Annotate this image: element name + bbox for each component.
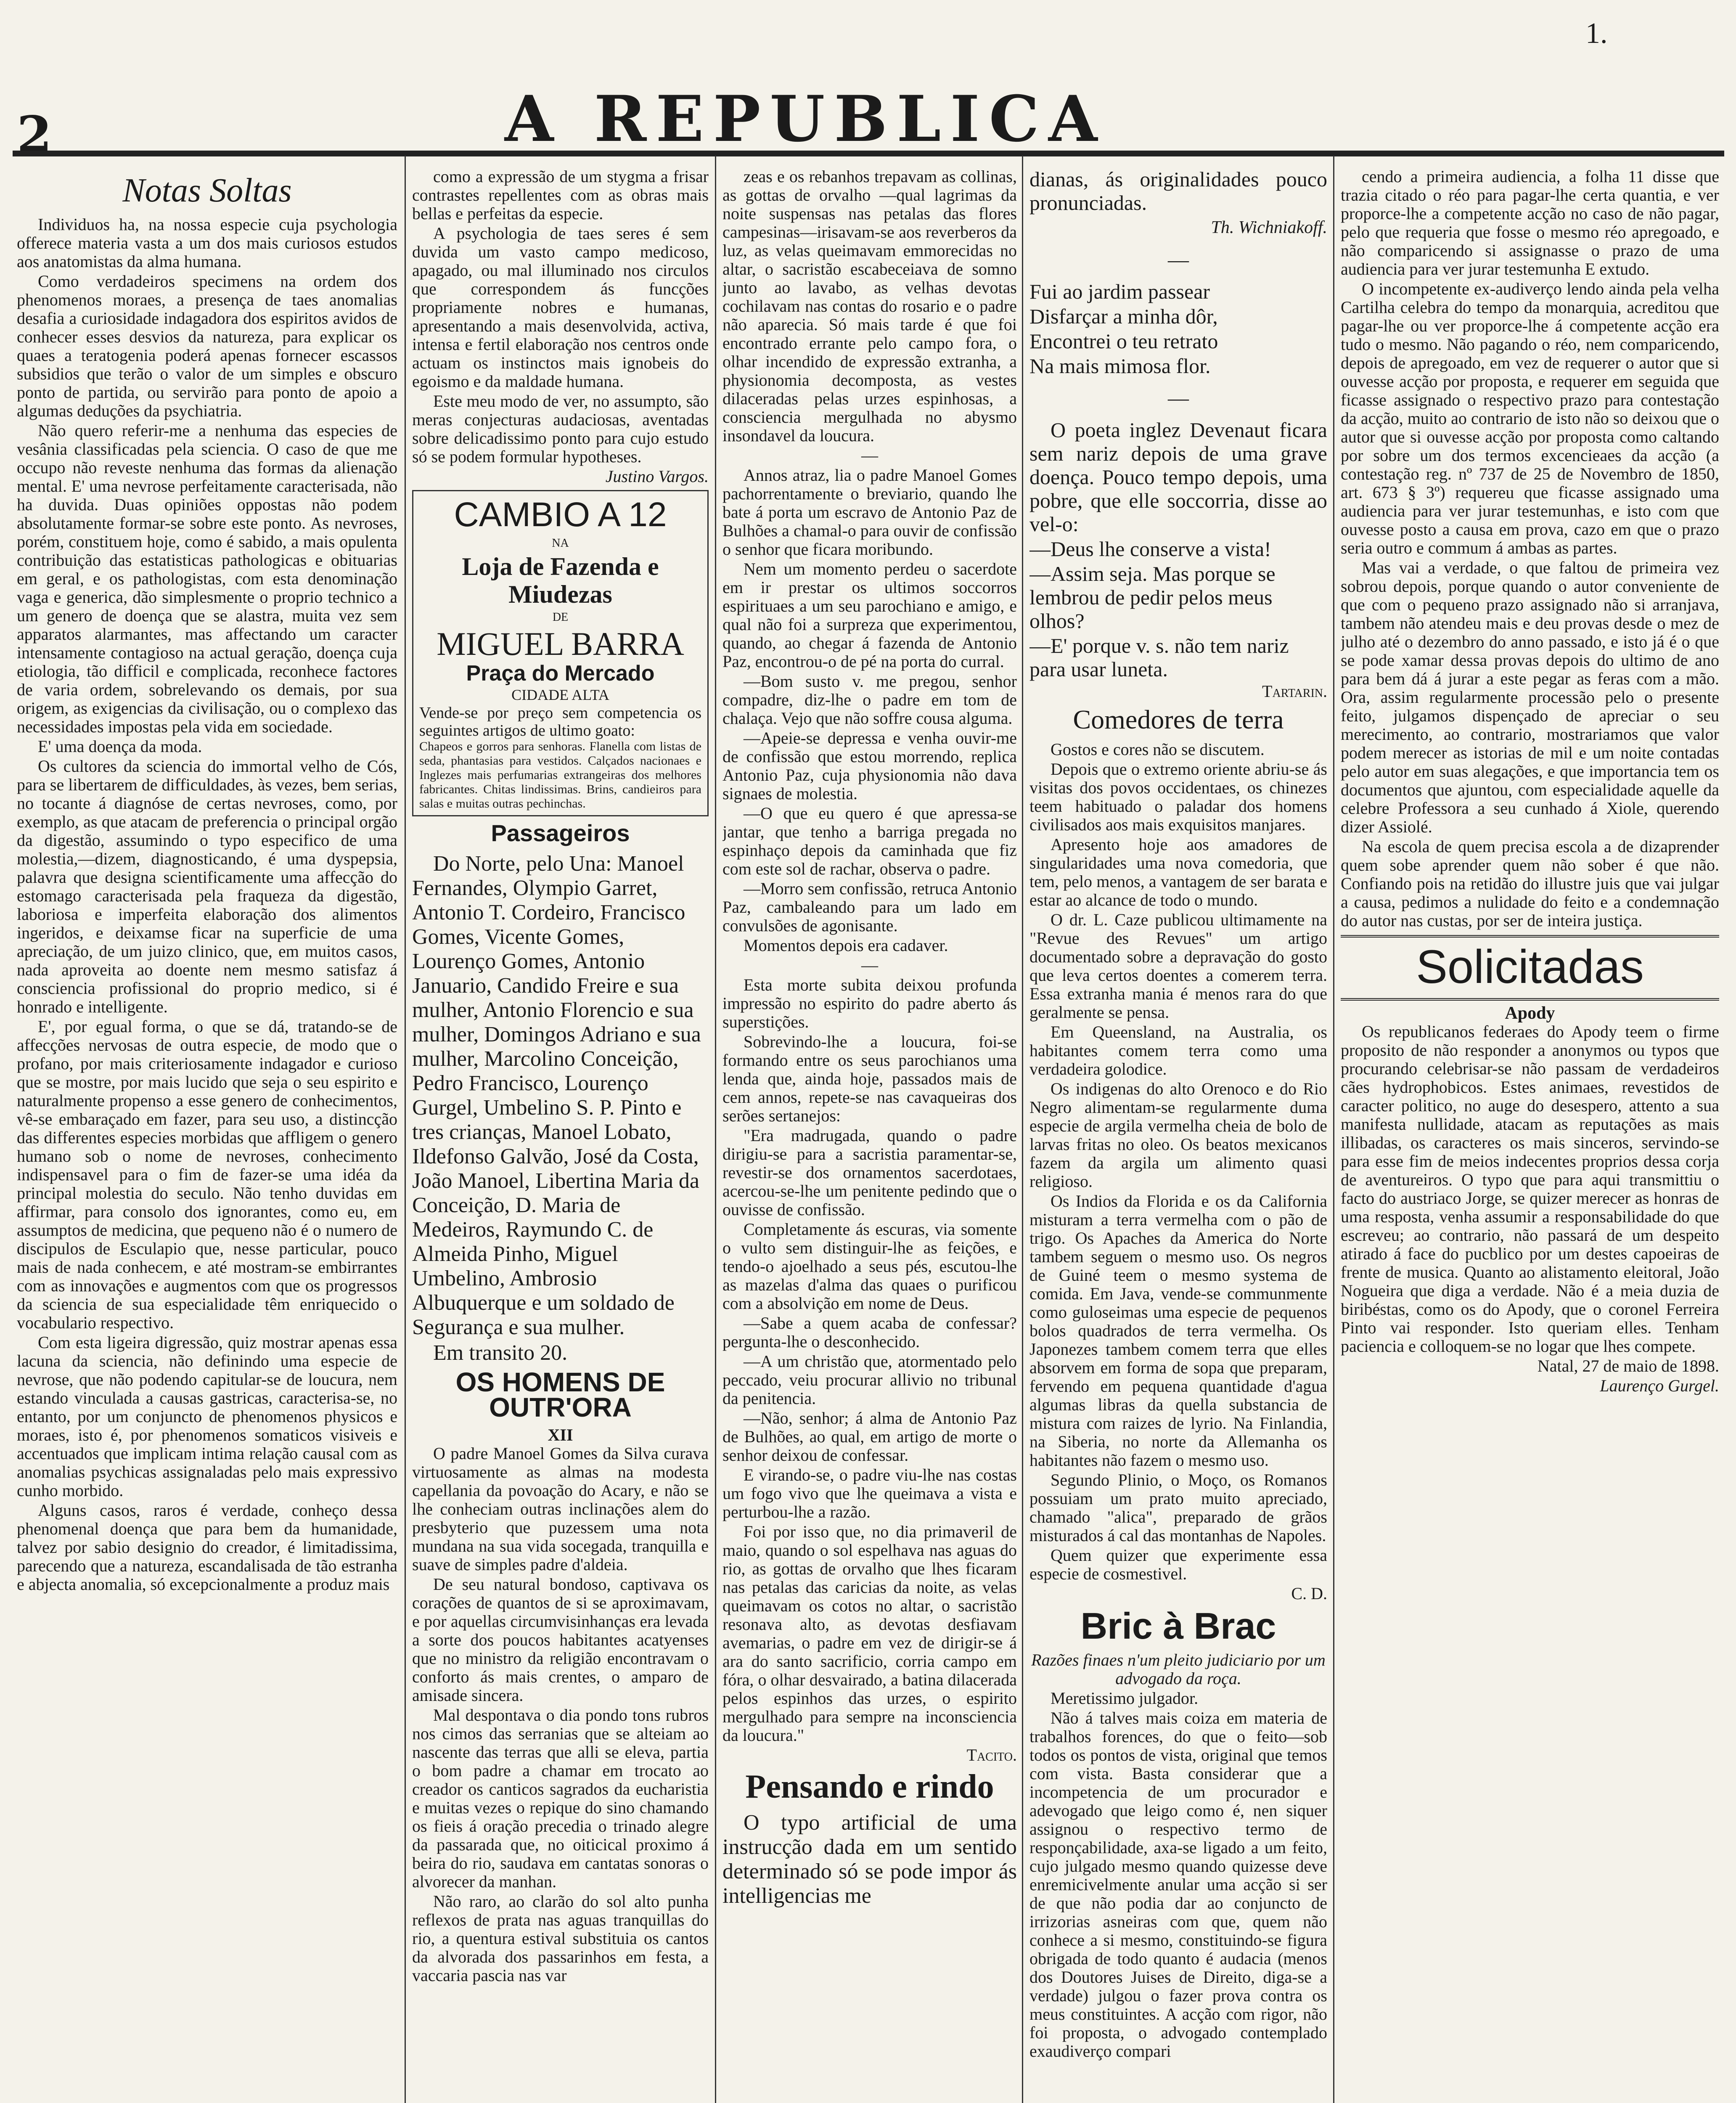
paragraph: Completamente ás escuras, via somente o vulto sem distinguir-lhe as feições, e tendo-o ajoelhado a seus pés, escutou-lhe as mazelas d'alma das quaes o purificou com a absolvição em nome de Deus. — [722, 1220, 1017, 1313]
paragraph: Esta morte subita deixou profunda impressão no espirito do padre aberto ás superstições. — [722, 975, 1017, 1031]
paragraph: O incompetente ex-audiverço lendo ainda pela velha Cartilha celebra do tempo da monarquia, acreditou que pagar-lhe ou ver proporce-lhe á competente acção era tudo o mesmo. Não pagando o réo, nem comparicendo, depois de apregoado, em vez de requerer o autor que si ouvesse acção por proposta, e requerer em seguida que ficasse assignado o respectivo prazo para contestação da acção, muito ao contrario de isto não so deixou que o autor que si ouvesse acção por proposta como caltando por sobre um dos termos excencieaes da acção (a contestação reg. nº 737 de 25 de Novembro de 1850, art. 673 § 3º) requereu que ficasse assignado uma audiencia para ver jurar testemunhas, e isto com que ouvesse posto a causa em prova, cazo em que o prazo seria outro e commum á ambas as partes. — [1341, 279, 1719, 557]
homens-title: OS HOMENS DE OUTR'ORA — [455, 1367, 665, 1422]
paragraph: Annos atraz, lia o padre Manoel Gomes pachorrentamente o breviario, quando lhe bate á porta um escravo de Antonio Paz de Bulhões a chamal-o para ouvir de confissão o senhor que ficara moribundo. — [722, 466, 1017, 559]
column-5 — [1341, 167, 1719, 2103]
anecdote-quote: —E' porque v. s. não tem nariz para usar luneta. — [1029, 634, 1289, 681]
dateline: Natal, 27 de maio de 1898. — [1537, 1356, 1719, 1375]
anecdote-quote: —Deus lhe conserve a vista! — [1029, 537, 1271, 561]
paragraph: —A um christão que, atormentado pelo peccado, veiu procurar allivio no tribunal da penitencia. — [722, 1352, 1017, 1408]
paragraph: Mas vai a verdade, o que faltou de primeira vez sobrou depois, porque quando o autor conveniente de que com o pequeno prazo assignado não si arranjava, tambem não atendeu mais e deu provas desde o mez de julho até o dezembro do anno passado, e isto já é o que se pode xamar dessa provas depois do ultimo de ano para bem dá á jurar a este pegar as feras com a mão. Ora, assim regularmente processão pelo o presente feito, julgamos dispençado de apreciar o seu merecimento, ao contrario, mostrariamos que valor podem merecer as istorias de mil e um noite contadas pelo autor em suas alegações, e que importancia tem os documentos que ajuntou, com especialidade aquelle da celebre Professora a seu cunhado á Xiole, querendo dizer Assiolé. — [1341, 558, 1719, 836]
anecdote: O poeta inglez Devenaut ficara sem nariz depois de uma grave doença. Pouco tempo depois, uma pobre, que elle soccorria, disse ao vel-o: — [1029, 418, 1327, 536]
poem-line: Disfarçar a minha dôr, — [1029, 305, 1218, 328]
ad-text: Chapeos e gorros para senhoras. Flanella com listas de seda, phantasias para vestidos. Calçados nacionaes e Inglezes mais perfumarias extrangeiras dos melhores fabricantes. Chitas lindissimas. Brins, candieiros para salas e muitas outras pechinchas. — [419, 739, 701, 810]
signature: C. D. — [1291, 1584, 1327, 1603]
paragraph: —Morro sem confissão, retruca Antonio Paz, cambaleando para um lado em convulsões de agonisante. — [722, 879, 1017, 935]
paragraph: E virando-se, o padre viu-lhe nas costas um fogo vivo que lhe queimava a vista e perturbou-lhe a razão. — [722, 1465, 1017, 1521]
ad-text: DE — [552, 611, 569, 624]
paragraph: Momentos depois era cadaver. — [744, 936, 948, 955]
paragraph: Gostos e cores não se discutem. — [1051, 740, 1265, 759]
paragraph: Não quero referir-me a nenhuma das especies de vesânia classificadas pela sciencia. O caso de que me occupo não reveste nenhuma das formas da alienação mental. E' uma nevrose perfeitamente caracterisada, não ha duvida. Duas opiniões oppostas não podem absolutamente formar-se sobre este ponto. As nevroses, porém, constituem hoje, como é sabido, a mais opulenta contribuição das estatisticas pathologicas e obituarias em geral, e os pathologistas, com esta denominação vaga e generica, dão simplesmente o proprio technico a um genero de doença que se alastra, muita vez sem apparatos alarmantes, mas affectando um caracter intensamente contagioso na actual geração, doença cuja etiologia, tão difficil e complicada, reconhece factores de varia ordem, sobrelevando os demais, por sua origem, as exigencias da civilisação, ou o complexo das necessidades impostas pela vida em sociedade. — [17, 421, 397, 736]
paragraph: cendo a primeira audiencia, a folha 11 disse que trazia citado o réo para pagar-lhe certa quantia, e ver proporce-lhe a competente acção no caso de não pagar, pelo que requeria que fosse o mesmo réo apregoado, e não comparicendo si assignasse o prazo de uma audiencia para ver jurar testemunha E extudo. — [1341, 167, 1719, 278]
column-divider — [715, 156, 716, 2103]
ad-text: Vende-se por preço sem competencia os seguintes artigos de ultimo goato: — [419, 704, 701, 739]
paragraph: Como verdadeiros specimens na ordem dos phenomenos moraes, a presença de taes anomalias desafia a curiosidade indagadora dos espiritos avidos de conhecer esses desvios da natureza, para explicar os quaes a teratogenia poderá apenas fornecer escassos subsidios que terão o valor de um simples e obscuro ponto de partida, ou servirão para ponto de apoio a algumas deduções da psychiatria. — [17, 272, 397, 420]
miguel-barra-ad — [412, 490, 709, 816]
notas-soltas-title: Notas Soltas — [122, 172, 292, 209]
page-number: 2 — [17, 105, 52, 164]
ad-text: CIDADE ALTA — [511, 686, 609, 703]
paragraph: zeas e os rebanhos trepavam as collinas, as gottas de orvalho —qual lagrimas da noite suspensas nas petalas das flores campesinas—irisavam-se aos reverberos da luz, as velas queimavam emmorecidas no altar, o sacristão escabeceiava de somno junto ao lavabo, as velhas devotas cochilavam nas contas do rosario e o padre não aparecia. Só mais tarde é que foi encontrado errante pelo campo fora, o olhar incendido de expressão extranha, a physionomia decomposta, as vestes dilaceradas pelas urzes espinhosas, a consciencia mergulhada no abysmo insondavel da loucura. — [722, 167, 1017, 445]
pensando-title: Pensando e rindo — [745, 1768, 994, 1805]
paragraph: Os indigenas do alto Orenoco e do Rio Negro alimentam-se regularmente duma especie de argila vermelha cheia de bolo de larvas fritas no oleo. Os beatos mexicanos fazem da argila um alimento quasi religioso. — [1029, 1079, 1327, 1191]
paragraph: —O que eu quero é que apressa-se jantar, que tenho a barriga pregada no espinhaço depois da caminhada que fiz com este sol de rachar, observa o padre. — [722, 804, 1017, 878]
paragraph: "Era madrugada, quando o padre dirigiu-se para a sacristia paramentar-se, revestir-se dos ornamentos sacerdotaes, acercou-se-lhe um penitente pedindo que o ouvisse de confissão. — [722, 1126, 1017, 1219]
masthead: A REPUBLICA — [505, 82, 1107, 156]
paragraph: Depois que o extremo oriente abriu-se ás visitas dos povos occidentaes, os chinezes teem habituado o paladar dos homens civilisados aos mais exquisitos manjares. — [1029, 760, 1327, 834]
poem-line: Na mais mimosa flor. — [1029, 354, 1211, 378]
transit-note: Em transito 20. — [433, 1341, 568, 1365]
corner-mark: 1. — [1585, 17, 1608, 50]
paragraph: O padre Manoel Gomes da Silva curava virtuosamente as almas na modesta capellania da povoação do Acary, e não se lhe conheciam outras inclinações alem do presbyterio que puzessem uma nota mundana na sua vida socegada, tranquilla e suave de simples padre d'aldeia. — [412, 1444, 709, 1574]
paragraph: Os republicanos federaes do Apody teem o firme proposito de não responder a anonymos ou typos que procurando celebrisar-se não passam de verdadeiros cães hydrophobicos. Estes animaes, revestidos de caracter politico, no auge do desespero, attento a sua manifesta nullidade, atacam as reputações as mais illibadas, os caracteres os mais sinceros, servindo-se para esse fim de meios indecentes proprios dessa corja de aventureiros. O typo que para aqui transmittiu o facto do austriaco Jorge, se quizer merecer as honras de uma resposta, venha assumir a responsabilidade do que escreveu; ao contrario, não passará de um despeito atirado á face do pucblico por um destes capoeiras de frente de musica. Quanto ao alistamento eleitoral, João Nogueira que diga a verdade. Não é a meia duzia de biribéstas, como os do Apody, que o coronel Ferreira Pinto vai responder. Isto queriam elles. Tenham paciencia e colloquem-se no logar que lhes compete. — [1341, 1022, 1719, 1356]
anecdote-quote: —Assim seja. Mas porque se lembrou de pedir pelos meus olhos? — [1029, 562, 1276, 633]
masthead-rule — [13, 151, 1724, 156]
salutation: Meretissimo julgador. — [1051, 1689, 1199, 1708]
passageiros-title: Passageiros — [491, 820, 630, 846]
poem-line: Encontrei o teu retrato — [1029, 329, 1218, 353]
paragraph: —Não, senhor; á alma de Antonio Paz de Bulhões, ao qual, em artigo de morte o senhor deixou de confessar. — [722, 1409, 1017, 1465]
column-1 — [17, 167, 397, 2103]
apody-title: Apody — [1505, 1004, 1555, 1023]
ad-headline: CAMBIO A 12 — [454, 495, 667, 534]
paragraph: O typo artificial de uma instrucção dada em um sentido determinado só se pode impor ás intelligencias me — [722, 1811, 1017, 1908]
paragraph: Mal despontava o dia pondo tons rubros nos cimos das serranias que se alteiam ao nascente das terras que alli se eleva, partia o bom padre a chamar em trocato ao creador os canticos sagrados da eucharistia e muitas vezes o repique do sino chamando os fieis á oração precedia o trinado alegre da passarada que, no oiticical proximo á beira do rio, saudava em cantatas sonoras o alvorecer da manhan. — [412, 1706, 709, 1891]
column-3 — [722, 167, 1017, 2103]
bric-a-brac-title: Bric à Brac — [1080, 1605, 1276, 1647]
ad-text: NA — [552, 537, 569, 550]
paragraph: Segundo Plinio, o Moço, os Romanos possuiam um prato muito apreciado, chamado "alica", preparado de grãos misturados á cal das montanhas de Napoles. — [1029, 1470, 1327, 1545]
paragraph: Alguns casos, raros é verdade, conheço dessa phenomenal doença que para bem da humanidade, talvez por sabio designio do creador, é limitadissima, parecendo que a natureza, escandalisada de tão estranha e abjecta anomalia, só excepcionalmente a produz mais — [17, 1501, 397, 1594]
column-2 — [412, 167, 709, 2103]
paragraph: Com esta ligeira digressão, quiz mostrar apenas essa lacuna da sciencia, não definindo uma especie de nevrose, que não podendo capitular-se de loucura, nem estando vinculada a causas gastricas, caracterisa-se, no entanto, por um conjuncto de phenomenos physicos e moraes, isto é, por phenomenos somaticos visiveis e accentuados que implicam intima relação causal com as anomalias psychicas assignaladas pelo mais expressivo cunho morbido. — [17, 1333, 397, 1500]
paragraph: Os Indios da Florida e os da California misturam a terra vermelha com o pão de trigo. Os Apaches da America do Norte tambem seguem o mesmo uso. Os negros de Guiné teem o mesmo systema de comida. Em Java, vende-se communmente como guloseimas uma especie de pequenos bolos quadrados de terra vermelha. Os Japonezes tambem comem terra que elles absorvem em forma de sopa que preparam, fervendo em pequena quantidade d'agua algumas libras da quella substancia de mistura com raizes de lyrio. Na Finlandia, na Siberia, no norte da Allemanha os habitantes não fazem o mesmo uso. — [1029, 1192, 1327, 1470]
paragraph: Não raro, ao clarão do sol alto punha reflexos de prata nas aguas tranquillas do rio, a quentura estival substituia os cantos da alvorada dos passarinhos em festa, a vaccaria pascia nas var — [412, 1892, 709, 1985]
paragraph: como a expressão de um stygma a frisar contrastes repellentes com as obras mais bellas e perfeitas da especie. — [412, 167, 709, 223]
ad-merchant: MIGUEL BARRA — [437, 625, 684, 662]
passengers-list: Do Norte, pelo Una: Manoel Fernandes, Olympio Garret, Antonio T. Cordeiro, Francisco Gomes, Vicente Gomes, Lourenço Gomes, Antonio Januario, Candido Freire e sua mulher, Antonio Florencio e sua mulher, Domingos Adriano e sua mulher, Marcolino Conceição, Pedro Francisco, Lourenço Gurgel, Umbelino S. P. Pinto e tres crianças, Manoel Lobato, Ildefonso Galvão, José da Costa, João Manoel, Libertina Maria da Conceição, D. Maria de Medeiros, Raymundo C. de Almeida Pinho, Miguel Umbelino, Ambrosio Albuquerque e um soldado de Segurança e sua mulher. — [412, 852, 701, 1339]
ad-text: Loja de Fazenda e Miudezas — [462, 553, 659, 608]
poem-author: Th. Wichniakoff. — [1211, 218, 1327, 237]
paragraph: Sobrevindo-lhe a loucura, foi-se formando entre os seus parochianos uma lenda que, ainda hoje, passados mais de cem annos, repete-se nas cavaqueiras dos serões sertanejos: — [722, 1032, 1017, 1125]
column-4: dianas, ás originalidades pouco pronunciadas. Th. Wichniakoff. — Fui ao jardim passear Disfarçar a minha dôr, Encontrei o teu retrato Na mais mimosa flor. — O poeta inglez Devenaut ficara sem nariz depois de uma grave doença. Pouco tempo depois, uma pobre, que elle soccorria, disse ao vel-o: —Deus lhe conserve a vista! —Assim seja. Mas porque se lembrou de pedir pelos meus olhos? —E' porque v. s. não tem nariz para usar luneta. Tartarin. Comedores de terra Gostos e cores não se discutem. Depois que o extremo oriente abriu-se ás visitas dos povos occidentaes, os chinezes teem habituado o paladar dos homens civilisados aos mais exquisitos manjares. Apresento hoje aos amadores de singularidades uma nova comedoria, que tem, pelo menos, a vantagem de ser barata e estar ao alcance de todo o mundo. O dr. L. Caze publicou ultimamente na "Revue des Revues" um artigo documentado sobre a depravação do gosto que leva certos doentes a comerem terra. Essa extranha mania é menos rara do que geralmente se pensa. Em Queensland, na Australia, os habitantes comem terra como uma verdadeira golodice. Os indigenas do alto Orenoco e do Rio Negro alimentam-se regularmente duma especie de argila vermelha cheia de bolo de larvas fritas no oleo. Os beatos mexicanos fazem da argila um alimento quasi religioso. Os Indios da Florida e os da California misturam a terra vermelha com o pão de trigo. Os Apaches da America do Norte tambem seguem o mesmo uso. Os negros de Guiné teem o mesmo systema de comida. Em Java, vende-se communmente como guloseimas uma especie de pequenos bolos quadrados de terra vermelha. Os Japonezes tambem comem terra que elles absorvem em forma de sopa que preparam, fervendo em pequena quantidade d'agua algumas libras da quella substancia de mistura com raizes de lyrio. Na Finlandia, na Siberia, no norte da Allemanha os habitantes não fazem o mesmo uso. Segundo Plinio, o Moço, os Romanos possuiam um prato muito apreciado, chamado "alica", preparado de grãos misturados á cal das montanhas de Napoles. Quem quizer que experimente essa especie de cosmestivel. C. D. Bric à Brac Razões finaes n'um pleito judiciario por um advogado da roça. Meretissimo julgador. Não á talves mais coiza em materia de trabalhos forences, do que o feito—sob todos os pontos de vista, original que temos com vista. Basta considerar que a incompetencia de um procurador e adevogado que leigo como é, nen siquer assignou o respectivo termo de responçabilidade, axa-se ligado a um feito, cujo julgado mesmo quando quizesse deve enremicivelmente anular uma acção si ser de que não podia dar ao conjuncto de irrizorias asneiras com que, quem não conhece a si mesmo, constituindo-se figura obrigada de todo quanto é audacia (menos dos Doutores Juises de Direito, diga-se a verdade) julgou o fazer prova contra os meus constituintes. A acção com rigor, não foi proposta, o advogado contemplado exaudiverço compari — [1029, 167, 1327, 2061]
column-divider — [1022, 156, 1023, 2103]
signature: Laurenço Gurgel. — [1600, 1376, 1719, 1395]
paragraph: Em Queensland, na Australia, os habitantes comem terra como uma verdadeira golodice. — [1029, 1022, 1327, 1078]
column-divider — [405, 156, 406, 2103]
subtitle: Razões finaes n'um pleito judiciario por um advogado da roça. — [1031, 1650, 1326, 1688]
paragraph: Na escola de quem precisa escola a de dizaprender quem sobe aprender quem não sober é que não. Confiando pois na retidão do illustre juis que vai julgar a causa, pedimos a nulidade do feito e a condemnação do autor nas custas, por ser de inteira justiça. — [1341, 837, 1719, 930]
solicitadas-title: Solicitadas — [1416, 940, 1644, 993]
signature: Justino Vargos. — [605, 467, 709, 486]
paragraph: Foi por isso que, no dia primaveril de maio, quando o sol espelhava nas aguas do rio, as gottas de orvalho que lhes ficaram nas petalas das caricias da noite, as velas queimavam os cotos no altar, o sacristão resonava alto, as devotas desfiavam avemarias, o padre em vez de dirigir-se á ara do santo sacrificio, corria campo em fóra, o olhar desvairado, a batina dilacerada pelos espinhos das urzes, o espirito mergulhado para sempre na inconsciencia da loucura." — [722, 1522, 1017, 1745]
poem-intro: dianas, ás originalidades pouco pronunciadas. — [1029, 167, 1327, 215]
paragraph: —Sabe a quem acaba de confessar? pergunta-lhe o desconhecido. — [722, 1314, 1017, 1351]
paragraph: Nem um momento perdeu o sacerdote em ir prestar os ultimos soccorros espirituaes a um seu parochiano e amigo, e qual não foi a surpreza que experimentou, quando, ao chegar á fazenda de Antonio Paz, encontrou-o de pé na porta do curral. — [722, 559, 1017, 671]
paragraph: Não á talves mais coiza em materia de trabalhos forences, do que o feito—sob todos os pontos de vista, original que temos com vista. Basta considerar que a incompetencia de um procurador e adevogado que leigo como é, nen siquer assignou o respectivo termo de responçabilidade, axa-se ligado a um feito, cujo julgado mesmo quando quizesse deve enremicivelmente anular uma acção si ser de que não podia dar ao conjuncto de irrizorias asneiras com que, quem não conhece a si mesmo, constituindo-se figura obrigada de todo quanto é audacia (menos dos Doutores Juises de Direito, diga-se a verdade) julgou o fazer prova contra os meus constituintes. A acção com rigor, não foi proposta, o advogado contemplado exaudiverço compari — [1029, 1708, 1327, 2061]
paragraph: A psychologia de taes seres é sem duvida um vasto campo medicoso, apagado, ou mal illuminado nos circulos que correspondem ás funcções propriamente nobres e humanas, apresentando a mais desenvolvida, activa, intensa e fertil elaboração nos centros onde actuam os instinctos mais ignobeis do egoismo e da maldade humana. — [412, 224, 709, 391]
paragraph: Os cultores da sciencia do immortal velho de Cós, para se libertarem de difficuldades, às vezes, bem serias, no tocante á diagnóse de certas nevroses, como, por exemplo, as que atacam de preferencia o principal orgão da digestão, assumindo o typo especifico de uma molestia,—dizem, diagnosticando, é uma dyspepsia, palavra que designa scientificamente uma affecção do estomago caracterisada pela fraqueza da digestão, laboriosa e imperfeita elaboração dos alimentos ingeridos, e deixamse ficar na superficie de uma apreciação, de um juizo clinico, que, em muitos casos, nada aproveita ao doente nem mesmo satisfaz á consciencia profissional do proprio medico, si é honrado e intelligente. — [17, 757, 397, 1016]
paragraph: O dr. L. Caze publicou ultimamente na "Revue des Revues" um artigo documentado sobre a depravação do gosto que leva certos doentes a comerem terra. Essa extranha mania é menos rara do que geralmente se pensa. — [1029, 910, 1327, 1022]
paragraph: Este meu modo de ver, no assumpto, são meras conjecturas audaciosas, aventadas sobre delicadissimo ponto para cujo estudo só se podem formular hypotheses. — [412, 392, 709, 466]
poem-line: Fui ao jardim passear — [1029, 280, 1210, 303]
paragraph: Individuos ha, na nossa especie cuja psychologia offerece materia vasta a um dos mais curiosos estudos aos anatomistas da alma humana. — [17, 215, 397, 271]
paragraph: —Bom susto v. me pregou, senhor compadre, diz-lhe o padre em tom de chalaça. Vejo que não soffre cousa alguma. — [722, 672, 1017, 728]
comedores-title: Comedores de terra — [1073, 705, 1284, 734]
paragraph: Apresento hoje aos amadores de singularidades uma nova comedoria, que tem, pelo menos, a vantagem de ser barata e estar ao alcance de todo o mundo. — [1029, 835, 1327, 909]
paragraph: Quem quizer que experimente essa especie de cosmestivel. — [1029, 1546, 1327, 1583]
separator: — — [861, 446, 878, 465]
chapter-number: XII — [548, 1425, 573, 1444]
paragraph: E' uma doença da moda. — [38, 737, 202, 756]
signature: Tartarin. — [1262, 682, 1327, 701]
ad-text: Praça do Mercado — [466, 661, 655, 686]
paragraph: —Apeie-se depressa e venha ouvir-me de confissão que estou morrendo, replica Antonio Paz, cuja physionomia não dava signaes de molestia. — [722, 728, 1017, 803]
signature: Tacito. — [966, 1745, 1017, 1764]
paragraph: De seu natural bondoso, captivava os corações de quantos de si se aproximavam, e por aquellas circumvisinhanças era levada a sorte dos poucos habitantes acatyenses que no ministro da religião encontravam o conforto ás mais crentes, o amparo de amisade sincera. — [412, 1575, 709, 1705]
paragraph: E', por egual forma, o que se dá, tratando-se de affecções nervosas de outra especie, de modo que o profano, por mais criteriosamente indagador e curioso que se mostre, por mais lucido que seja o seu espirito e naturalmente propenso a esse genero de conhecimentos, vê-se embaraçado em fazer, para seu uso, a distincção das differentes especies morbidas que affligem o genero humano sob o nome de nevroses, conhecimento indispensavel para o fim de fazer-se uma idéa da principal molestia do seculo. Não tenho duvidas em affirmar, para consolo dos ignorantes, como eu, em assumptos de medicina, que pequeno não é o numero de discipulos de Esculapio que, nesse particular, pouco mais de nada conhecem, e até mostram-se embirrantes com as innovações e augmentos com que os progressos da sciencia de sua especialidade têm enriquecido o vocabulario respectivo. — [17, 1017, 397, 1332]
column-divider — [1333, 156, 1334, 2103]
separator: — — [861, 956, 878, 975]
